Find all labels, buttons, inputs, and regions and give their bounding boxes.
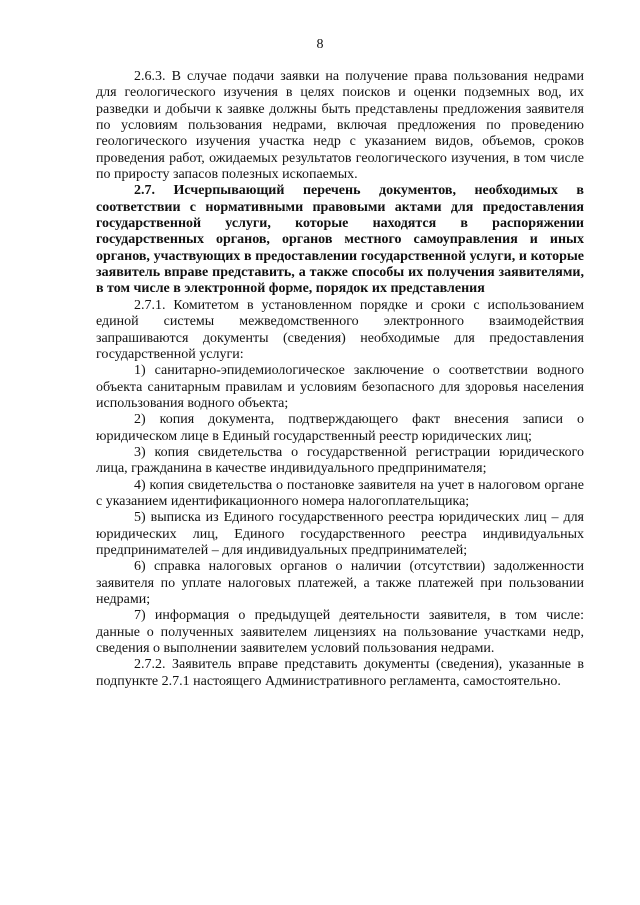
list-item-2: 2) копия документа, подтверждающего факт внесения записи о юридическом лице в Единый государственный реестр юридических лиц; bbox=[96, 412, 584, 444]
list-item-7: 7) информация о предыдущей деятельности заявителя, в том числе: данные о полученных заявителем лицензиях на пользование участками недр, сведения о выполнении заявителем условий пользования недрами. bbox=[96, 608, 584, 657]
paragraph-2-7-2: 2.7.2. Заявитель вправе представить документы (сведения), указанные в подпункте 2.7.1 настоящего Административного регламента, самостоятельно. bbox=[96, 657, 584, 689]
list-item-3: 3) копия свидетельства о государственной регистрации юридического лица, гражданина в качестве индивидуального предпринимателя; bbox=[96, 444, 584, 477]
paragraph-2-7-1: 2.7.1. Комитетом в установленном порядке и сроки с использованием единой системы межведомственного электронного взаимодействия запрашиваются документы (сведения) необходимые для предоставления государственной услуги: bbox=[96, 297, 584, 362]
document-body bbox=[96, 69, 584, 690]
page-number: 8 bbox=[316, 37, 324, 52]
list-item-4: 4) копия свидетельства о постановке заявителя на учет в налоговом органе с указанием идентификационного номера налогоплательщика; bbox=[96, 477, 584, 509]
list-item-1: 1) санитарно-эпидемиологическое заключение о соответствии водного объекта санитарным правилам и условиям безопасного для здоровья населения использования водного объекта; bbox=[96, 363, 584, 411]
list-item-6: 6) справка налоговых органов о наличии (отсутствии) задолженности заявителя по уплате налоговых платежей, а также платежей при пользовании недрами; bbox=[96, 559, 584, 607]
list-item-5: 5) выписка из Единого государственного реестра юридических лиц – для юридических лиц, Единого государственного реестра индивидуальных предпринимателей – для индивидуальных предпринимателей; bbox=[96, 510, 584, 558]
paragraph-2-6-3: 2.6.3. В случае подачи заявки на получение права пользования недрами для геологического изучения в целях поисков и оценки подземных вод, их разведки и добычи к заявке должны быть представлены предложения заявителя по условиям пользования недрами, включая предложения по проведению геологического изучения участка недр с указанием видов, объемов, сроков проведения работ, ожидаемых результатов геологического изучения, в том числе по приросту запасов полезных ископаемых. bbox=[96, 69, 584, 183]
section-heading-2-7: 2.7. Исчерпывающий перечень документов, необходимых в соответствии с нормативными правовыми актами для предоставления государственной услуги, которые находятся в распоряжении государственных органов, органов местного самоуправления и иных органов, участвующих в предоставлении государственной услуги, и которые заявитель вправе представить, а также способы их получения заявителями, в том числе в электронной форме, порядок их представления bbox=[96, 183, 584, 297]
